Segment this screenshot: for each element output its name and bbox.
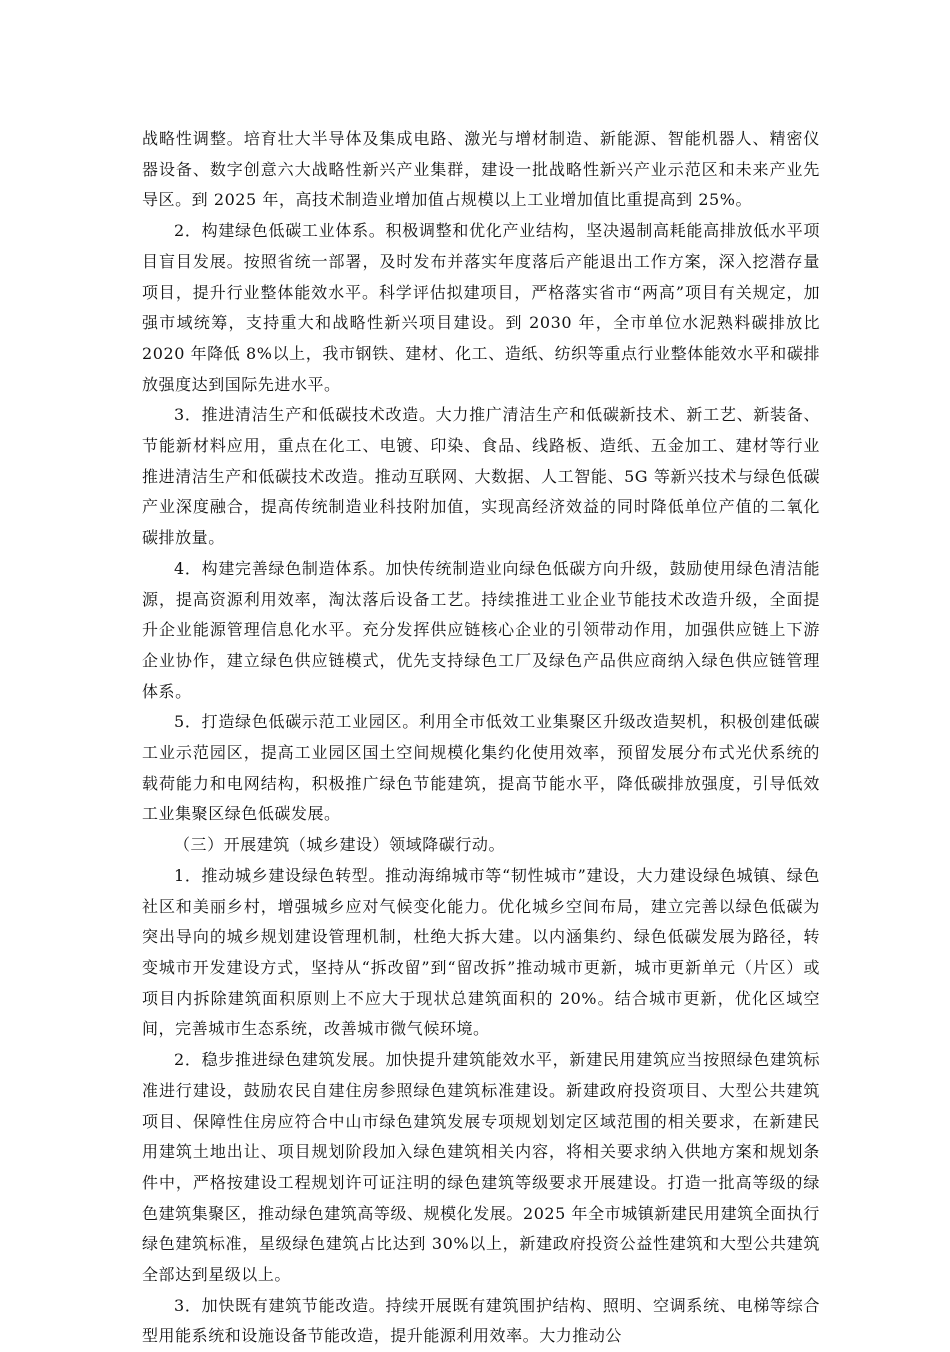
paragraph-clean-production: 3．推进清洁生产和低碳技术改造。大力推广清洁生产和低碳新技术、新工艺、新装备、节能新材料应用，重点在化工、电镀、印染、食品、线路板、造纸、五金加工、建材等行业推进清洁生产和低碳技术改造。推动互联网、大数据、人工智能、5G 等新兴技术与绿色低碳产业深度融合，提高传统制造业科技附加值，实现高经济效益的同时降低单位产值的二氧化碳排放量。 bbox=[142, 405, 820, 548]
paragraph-green-manufacturing: 4．构建完善绿色制造体系。加快传统制造业向绿色低碳方向升级，鼓励使用绿色清洁能源，提高资源利用效率，淘汰落后设备工艺。持续推进工业企业节能技术改造升级，全面提升企业能源管理信息化水平。充分发挥供应链核心企业的引领带动作用，加强供应链上下游企业协作，建立绿色供应链模式，优先支持绿色工厂及绿色产品供应商纳入绿色供应链管理体系。 bbox=[142, 558, 820, 701]
document-page bbox=[142, 124, 820, 1352]
paragraph-green-low-carbon-industry: 2．构建绿色低碳工业体系。积极调整和优化产业结构，坚决遏制高耗能高排放低水平项目盲目发展。按照省统一部署，及时发布并落实年度落后产能退出工作方案，深入挖潜存量项目，提升行业整体能效水平。科学评估拟建项目，严格落实省市“两高”项目有关规定，加强市域统筹，支持重大和战略性新兴项目建设。到 2030 年，全市单位水泥熟料碳排放比 2020 年降低 8%以上，我市钢铁、建材、化工、造纸、纺织等重点行业整体能效水平和碳排放强度达到国际先进水平。 bbox=[142, 221, 820, 394]
paragraph-existing-building-retrofit: 3．加快既有建筑节能改造。持续开展既有建筑围护结构、照明、空调系统、电梯等综合型用能系统和设施设备节能改造，提升能源利用效率。大力推动公 bbox=[142, 1295, 820, 1346]
section-heading-building: （三）开展建筑（城乡建设）领域降碳行动。 bbox=[174, 835, 506, 855]
paragraph-urban-rural-transition: 1．推动城乡建设绿色转型。推动海绵城市等“韧性城市”建设，大力建设绿色城镇、绿色社区和美丽乡村，增强城乡应对气候变化能力。优化城乡空间布局，建立完善以绿色低碳为突出导向的城乡规划建设管理机制，杜绝大拆大建。以内涵集约、绿色低碳发展为路径，转变城市开发建设方式，坚持从“拆改留”到“留改拆”推动城市更新，城市更新单元（片区）或项目内拆除建筑面积原则上不应大于现状总建筑面积的 20%。结合城市更新，优化区域空间，完善城市生态系统，改善城市微气候环境。 bbox=[142, 865, 820, 1039]
paragraph-green-building: 2．稳步推进绿色建筑发展。加快提升建筑能效水平，新建民用建筑应当按照绿色建筑标准进行建设，鼓励农民自建住房参照绿色建筑标准建设。新建政府投资项目、大型公共建筑项目、保障性住房应符合中山市绿色建筑发展专项规划划定区域范围的相关要求，在新建民用建筑土地出让、项目规划阶段加入绿色建筑相关内容，将相关要求纳入供地方案和规划条件中，严格按建设工程规划许可证注明的绿色建筑等级要求开展建设。打造一批高等级的绿色建筑集聚区，推动绿色建筑高等级、规模化发展。2025 年全市城镇新建民用建筑全面执行绿色建筑标准，星级绿色建筑占比达到 30%以上，新建政府投资公益性建筑和大型公共建筑全部达到星级以上。 bbox=[142, 1050, 820, 1285]
paragraph-continued: 战略性调整。培育壮大半导体及集成电路、激光与增材制造、新能源、智能机器人、精密仪器设备、数字创意六大战略性新兴产业集群，建设一批战略性新兴产业示范区和未来产业先导区。到 2025 年，高技术制造业增加值占规模以上工业增加值比重提高到 25%。 bbox=[142, 129, 820, 210]
paragraph-industrial-park: 5．打造绿色低碳示范工业园区。利用全市低效工业集聚区升级改造契机，积极创建低碳工业示范园区，提高工业园区国土空间规模化集约化使用效率，预留发展分布式光伏系统的载荷能力和电网结构，积极推广绿色节能建筑，提高节能水平，降低碳排放强度，引导低效工业集聚区绿色低碳发展。 bbox=[142, 712, 820, 824]
